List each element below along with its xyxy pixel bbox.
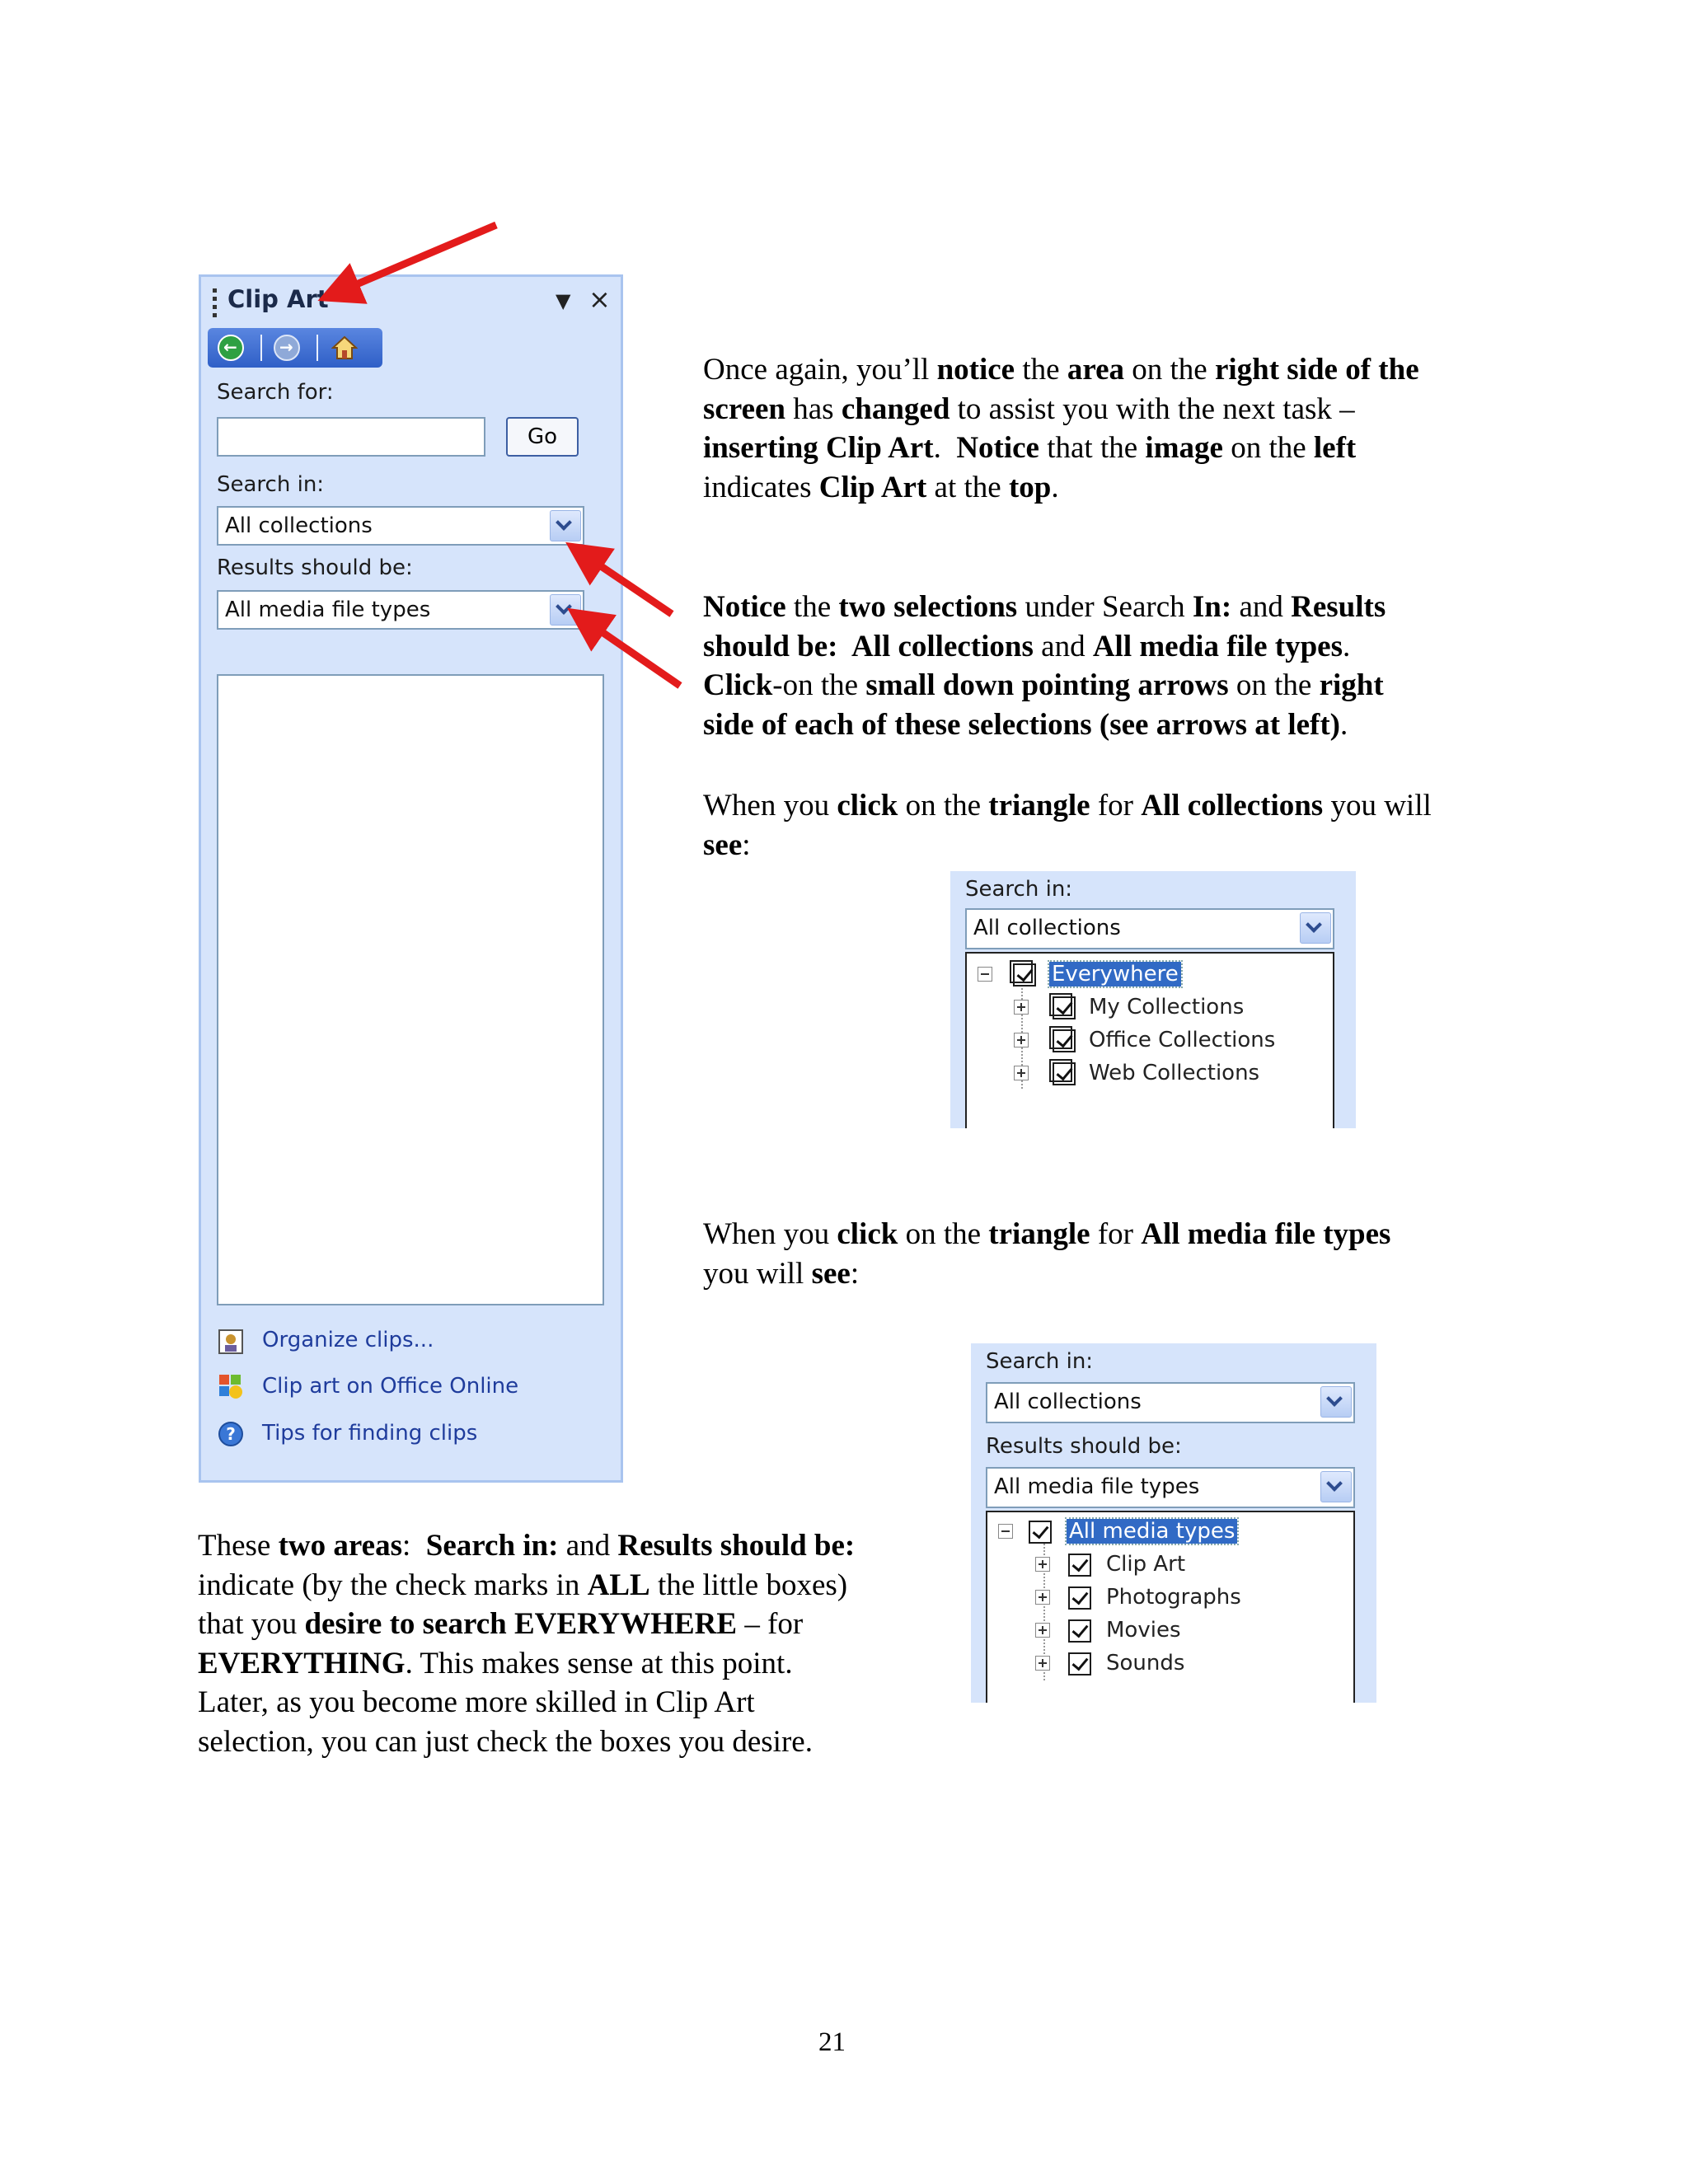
expand-toggle[interactable]	[1014, 1033, 1029, 1047]
results-select[interactable]	[986, 1467, 1355, 1508]
expand-toggle[interactable]	[1035, 1557, 1050, 1572]
search-in-select[interactable]	[986, 1382, 1355, 1423]
search-in-value: All collections	[225, 513, 373, 538]
organize-clips-link[interactable]: Organize clips...	[262, 1328, 434, 1352]
tree-item-label: My Collections	[1089, 995, 1245, 1019]
checkbox-sounds[interactable]	[1068, 1652, 1091, 1675]
tree-item-label: Web Collections	[1089, 1061, 1260, 1085]
tree-item-photographs[interactable]	[987, 1583, 1350, 1613]
chevron-down-icon	[1326, 1475, 1343, 1492]
back-arrow-icon: ←	[223, 337, 237, 357]
arrow-to-title	[331, 225, 496, 295]
results-expanded-screenshot	[971, 1343, 1376, 1703]
tree-item-label: Everywhere	[1049, 962, 1181, 987]
go-button[interactable]: Go	[506, 417, 579, 457]
paragraph-summary: These two areas: Search in: and Results should be: indicate (by the check marks in ALL the little boxes) that you desire to search EVERYWHERE – for EVERYTHING. This makes sense at this point. Later, as you become more skilled in Clip Art selection, you can just check the boxes you desire.	[198, 1529, 856, 1759]
tree-item-my-collections[interactable]	[967, 993, 1329, 1023]
expand-toggle[interactable]	[1035, 1623, 1050, 1638]
paragraph-selections: Notice the two selections under Search In: and Results should be: All collections and All media file types. Click-on the small down pointing arrows on the right side of each of these selections (see arrows at left).	[703, 590, 1386, 742]
tree-item-movies[interactable]	[987, 1616, 1350, 1646]
paragraph-intro: Once again, you’ll notice the area on the right side of the screen has changed to assist you with the next task – inserting Clip Art. Notice that the image on the left indicates Clip Art at the top.	[703, 353, 1419, 504]
search-in-label: Search in:	[965, 877, 1073, 902]
collapse-toggle[interactable]	[998, 1524, 1013, 1539]
tips-link[interactable]: Tips for finding clips	[262, 1421, 478, 1446]
search-in-select[interactable]	[965, 908, 1334, 949]
search-in-dropdown-button[interactable]	[1320, 1386, 1352, 1418]
search-in-value: All collections	[994, 1390, 1142, 1414]
checkbox-photographs[interactable]	[1068, 1586, 1091, 1610]
tree-item-sounds[interactable]	[987, 1649, 1350, 1679]
collapse-toggle[interactable]	[978, 967, 992, 982]
search-in-label: Search in:	[217, 472, 325, 497]
tree-item-label: All media types	[1067, 1519, 1237, 1544]
pane-menu-dropdown-icon[interactable]: ▼	[556, 289, 571, 312]
results-value: All media file types	[994, 1474, 1200, 1499]
forward-arrow-icon: →	[279, 337, 293, 357]
checkbox-office-collections[interactable]	[1053, 1029, 1076, 1052]
tree-item-web-collections[interactable]	[967, 1059, 1329, 1089]
results-label: Results should be:	[986, 1434, 1182, 1459]
pane-title: Clip Art	[227, 285, 329, 313]
arrow-to-search-in-dropdown	[578, 551, 672, 614]
tree-item-label: Photographs	[1106, 1585, 1241, 1610]
checkbox-movies[interactable]	[1068, 1619, 1091, 1643]
tree-item-office-collections[interactable]	[967, 1026, 1329, 1056]
checkbox-clip-art[interactable]	[1068, 1554, 1091, 1577]
search-in-expanded-screenshot	[950, 871, 1356, 1128]
paragraph-collections: When you click on the triangle for All collections you will see:	[703, 789, 1432, 862]
checkbox-everywhere[interactable]	[1013, 963, 1036, 987]
arrow-to-results-dropdown	[579, 616, 680, 686]
tree-item-all-media-types[interactable]	[987, 1517, 1350, 1547]
results-label: Results should be:	[217, 555, 413, 580]
tree-item-label: Movies	[1106, 1618, 1181, 1643]
expand-toggle[interactable]	[1035, 1590, 1050, 1605]
expand-toggle[interactable]	[1014, 1000, 1029, 1015]
tree-item-everywhere[interactable]	[967, 960, 1329, 990]
checkbox-all-media-types[interactable]	[1029, 1521, 1052, 1544]
search-in-label: Search in:	[986, 1349, 1094, 1374]
search-in-value: All collections	[973, 916, 1121, 940]
chevron-down-icon	[1306, 916, 1322, 933]
results-dropdown-button[interactable]	[1320, 1471, 1352, 1502]
clip-art-online-link[interactable]: Clip art on Office Online	[262, 1374, 519, 1399]
expand-toggle[interactable]	[1014, 1066, 1029, 1080]
paragraph-media-types: When you click on the triangle for All media file types you will see:	[703, 1217, 1391, 1291]
svg-text:?: ?	[226, 1424, 236, 1444]
checkbox-my-collections[interactable]	[1053, 996, 1076, 1019]
tree-item-label: Office Collections	[1089, 1028, 1276, 1052]
page-number: 21	[818, 2027, 846, 2057]
media-types-tree	[986, 1511, 1355, 1703]
results-value: All media file types	[225, 598, 431, 622]
tree-item-label: Sounds	[1106, 1651, 1185, 1675]
expand-toggle[interactable]	[1035, 1656, 1050, 1671]
search-for-label: Search for:	[217, 380, 334, 405]
collections-tree	[965, 952, 1334, 1128]
close-icon[interactable]: ×	[588, 284, 611, 315]
chevron-down-icon	[1326, 1390, 1343, 1407]
checkbox-web-collections[interactable]	[1053, 1062, 1076, 1085]
tree-item-label: Clip Art	[1106, 1552, 1186, 1577]
tree-item-clip-art[interactable]	[987, 1550, 1350, 1580]
search-in-dropdown-button[interactable]	[1300, 912, 1331, 944]
